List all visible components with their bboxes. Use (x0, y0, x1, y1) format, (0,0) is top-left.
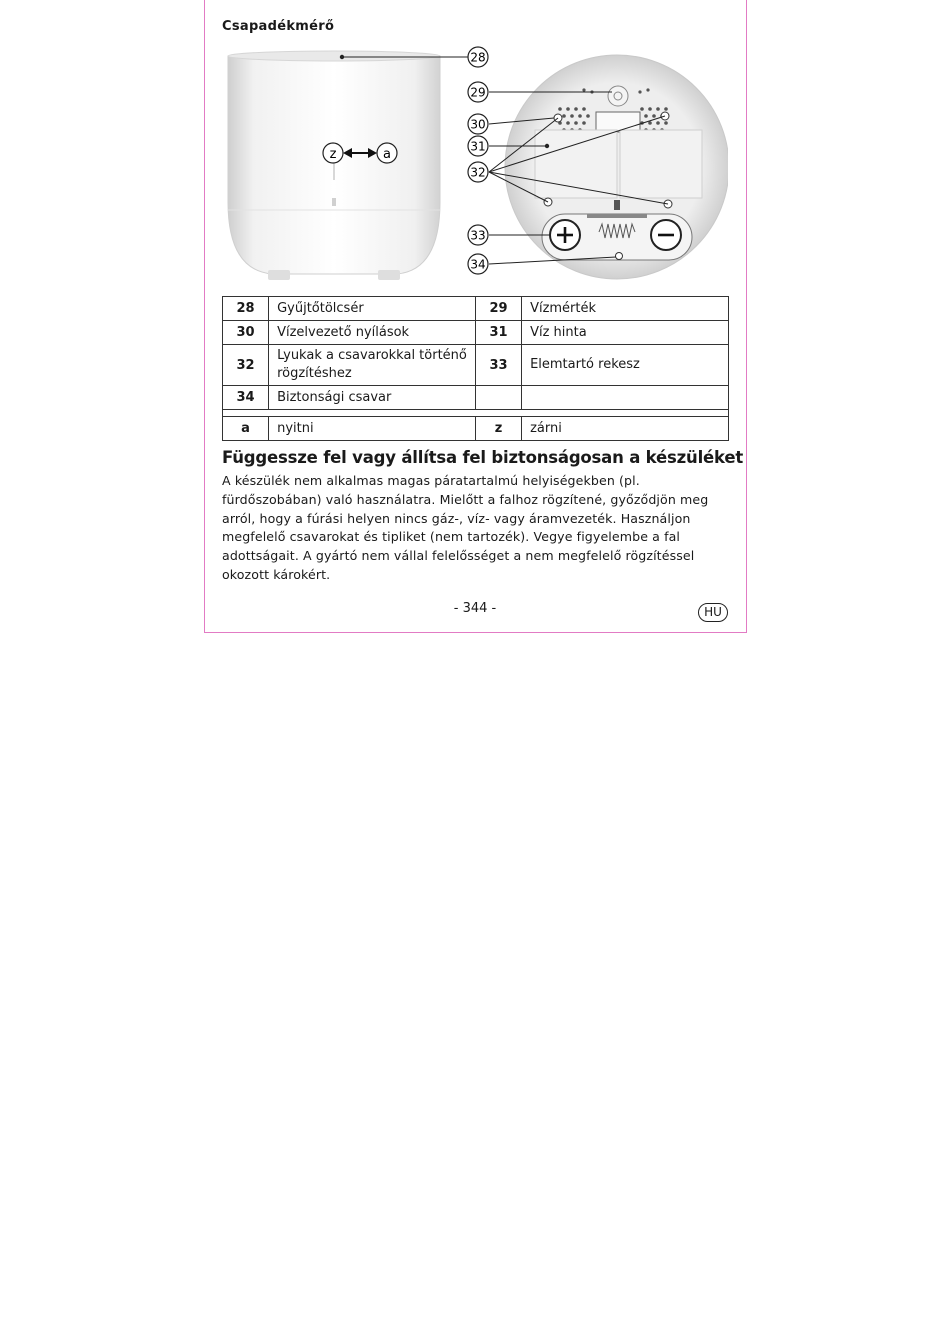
country-badge: HU (698, 603, 728, 622)
legend-number: 32 (223, 345, 269, 386)
legend-text: zárni (522, 417, 729, 441)
legend-number: 34 (223, 386, 269, 410)
bottom-view (505, 55, 728, 279)
legend-number (475, 386, 521, 410)
callout-33 (468, 225, 488, 245)
legend-number: 30 (223, 321, 269, 345)
legend-text (522, 386, 729, 410)
section-heading: Függessze fel vagy állítsa fel biztonságosan a készüléket (222, 448, 744, 467)
legend-number: 31 (475, 321, 521, 345)
page-number: - 344 - (453, 601, 497, 616)
legend-text: Vízelvezető nyílások (269, 321, 476, 345)
parts-legend-table (222, 296, 729, 441)
legend-number: z (475, 417, 521, 441)
svg-text:30: 30 (470, 117, 486, 132)
svg-text:28: 28 (470, 50, 486, 65)
callout-34 (468, 254, 488, 274)
rain-gauge-illustration (222, 42, 728, 290)
table-row (223, 321, 729, 345)
legend-text: Lyukak a csavarokkal történő rögzítéshez (269, 345, 476, 386)
legend-number: 33 (475, 345, 521, 386)
legend-text: Vízmérték (522, 297, 729, 321)
callout-31 (468, 136, 488, 156)
legend-text: Gyűjtőtölcsér (269, 297, 476, 321)
legend-text: nyitni (269, 417, 476, 441)
svg-text:31: 31 (470, 139, 486, 154)
table-row (223, 297, 729, 321)
gauge-body (228, 51, 440, 280)
legend-number: a (223, 417, 269, 441)
svg-text:32: 32 (470, 165, 486, 180)
legend-number: 28 (223, 297, 269, 321)
svg-text:34: 34 (470, 257, 486, 272)
callout-30 (468, 114, 488, 134)
legend-text: Elemtartó rekesz (522, 345, 729, 386)
table-spacer-row (223, 410, 729, 417)
table-row (223, 417, 729, 441)
body-paragraph: A készülék nem alkalmas magas páratartalmú helyiségekben (pl. fürdőszobában) való használatra. Mielőtt a falhoz rögzítené, győződjön meg arról, hogy a fúrási helyen nincs gáz-, víz- vagy áramvezeték. Használjon megfelelő csavarokat és tipliket (nem tartozék). Vegye figyelembe a fal adottságait. A gyártó nem vállal felelősséget a nem megfelelő rögzítéssel okozott károkért. (222, 473, 709, 582)
legend-text: Biztonsági csavar (269, 386, 476, 410)
table-row (223, 386, 729, 410)
table-row (223, 345, 729, 386)
section-title: Csapadékmérő (222, 19, 335, 34)
legend-number: 29 (475, 297, 521, 321)
svg-text:33: 33 (470, 228, 486, 243)
callout-28 (468, 47, 488, 67)
arrow-label-z: z (329, 147, 337, 162)
callout-29 (468, 82, 488, 102)
arrow-label-a: a (383, 147, 391, 162)
callout-32 (468, 162, 488, 182)
svg-text:29: 29 (470, 85, 486, 100)
legend-text: Víz hinta (522, 321, 729, 345)
